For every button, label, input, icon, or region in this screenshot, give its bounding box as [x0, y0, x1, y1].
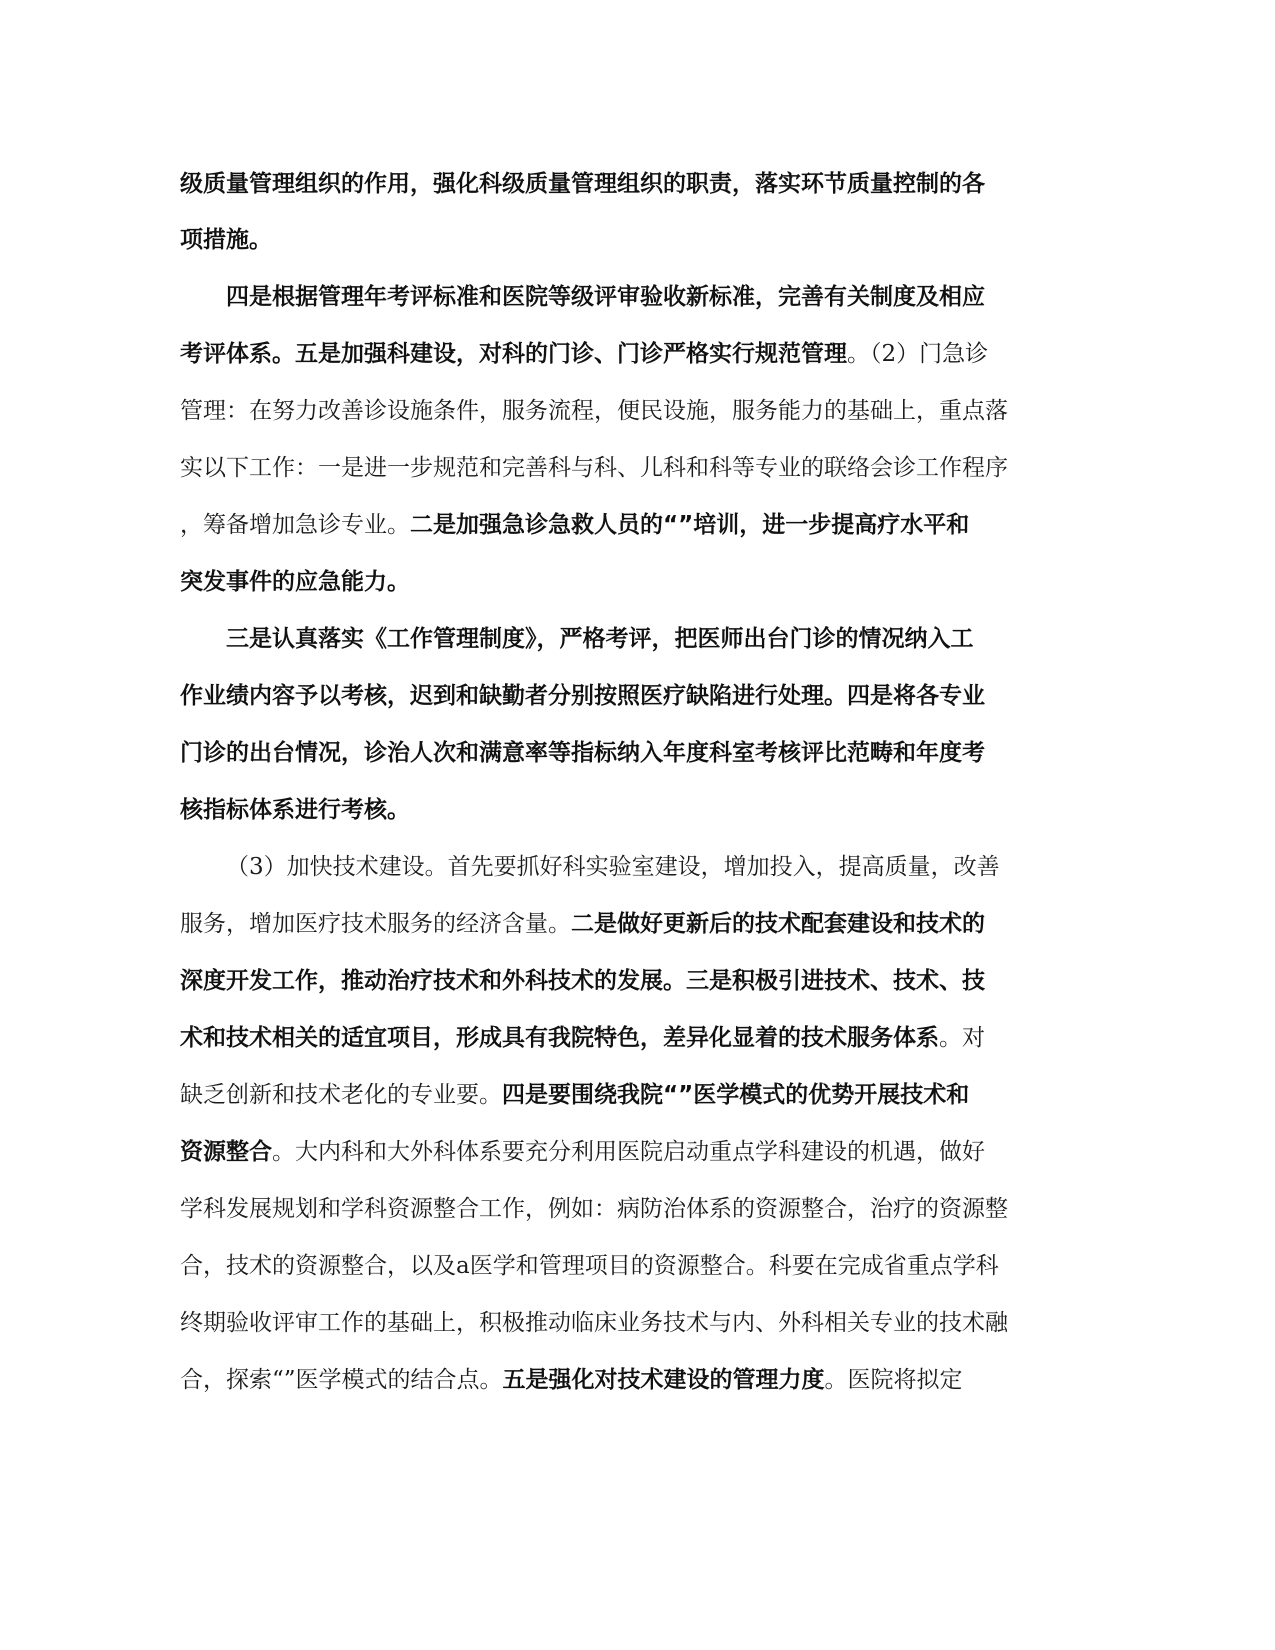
text-line — [180, 334, 1050, 374]
text-line — [180, 220, 1050, 260]
text-line — [180, 164, 1050, 204]
text-line — [180, 676, 1050, 716]
text-line — [180, 391, 1050, 431]
normal-text: 终期验收评审工作的基础上，积极推动临床业务技术与内、外科相关专业的技术融 — [180, 1310, 1008, 1336]
text-line — [180, 733, 1050, 773]
text-line — [226, 619, 1096, 659]
text-line — [180, 1360, 1050, 1400]
text-line — [180, 562, 1050, 602]
normal-text: 缺乏创新和技术老化的专业要。 — [180, 1082, 502, 1108]
bold-text: 考评体系。五是加强科建设，对科的门诊、门诊严格实行规范管理 — [180, 341, 847, 367]
bold-text: 突发事件的应急能力。 — [180, 569, 410, 595]
text-line — [180, 505, 1050, 545]
bold-text: 资源整合 — [180, 1139, 272, 1165]
normal-text: （3）加快技术建设。首先要抓好科实验室建设，增加投入，提高质量，改善 — [226, 854, 1000, 880]
bold-text: 作业绩内容予以考核，迟到和缺勤者分别按照医疗缺陷进行处理。四是将各专业 — [180, 683, 985, 709]
bold-text: 术和技术相关的适宜项目，形成具有我院特色，差异化显着的技术服务体系 — [180, 1025, 939, 1051]
bold-text: 三是认真落实《工作管理制度》，严格考评，把医师出台门诊的情况纳入工 — [226, 626, 974, 652]
bold-text: 二是加强急诊急救人员的“”培训，进一步提高疗水平和 — [410, 512, 970, 538]
text-line — [180, 961, 1050, 1001]
bold-text: 四是根据管理年考评标准和医院等级评审验收新标准，完善有关制度及相应 — [226, 284, 985, 310]
text-line — [226, 847, 1096, 887]
text-line — [180, 904, 1050, 944]
normal-text: 管理：在努力改善诊设施条件，服务流程，便民设施，服务能力的基础上，重点落 — [180, 398, 1008, 424]
bold-text: 核指标体系进行考核。 — [180, 797, 410, 823]
text-line — [180, 1303, 1050, 1343]
text-line — [180, 1018, 1050, 1058]
text-line — [180, 790, 1050, 830]
text-line — [180, 1246, 1050, 1286]
bold-text: 级质量管理组织的作用，强化科级质量管理组织的职责，落实环节质量控制的各 — [180, 171, 985, 197]
normal-text: 。（2）门急诊 — [847, 341, 989, 367]
bold-text: 二是做好更新后的技术配套建设和技术的 — [571, 911, 985, 937]
bold-text: 门诊的出台情况，诊治人次和满意率等指标纳入年度科室考核评比范畴和年度考 — [180, 740, 985, 766]
text-line — [180, 1132, 1050, 1172]
text-line — [180, 1075, 1050, 1115]
text-line — [180, 448, 1050, 488]
normal-text: 服务，增加医疗技术服务的经济含量。 — [180, 911, 571, 937]
text-line — [226, 277, 1096, 317]
normal-text: 实以下工作：一是进一步规范和完善科与科、儿科和科等专业的联络会诊工作程序 — [180, 455, 1008, 481]
bold-text: 四是要围绕我院“”医学模式的优势开展技术和 — [502, 1082, 970, 1108]
bold-text: 项措施。 — [180, 227, 272, 253]
normal-text: 。大内科和大外科体系要充分利用医院启动重点学科建设的机遇，做好 — [272, 1139, 985, 1165]
normal-text: 。对 — [939, 1025, 985, 1051]
normal-text: 合，探索“”医学模式的结合点。 — [180, 1367, 503, 1393]
bold-text: 深度开发工作，推动治疗技术和外科技术的发展。三是积极引进技术、技术、技 — [180, 968, 985, 994]
text-line — [180, 1189, 1050, 1229]
normal-text: 合，技术的资源整合，以及a医学和管理项目的资源整合。科要在完成省重点学科 — [180, 1253, 999, 1279]
normal-text: 。医院将拟定 — [824, 1367, 963, 1393]
normal-text: 学科发展规划和学科资源整合工作，例如：病防治体系的资源整合，治疗的资源整 — [180, 1196, 1008, 1222]
bold-text: 五是强化对技术建设的管理力度 — [502, 1367, 825, 1393]
normal-text: ，筹备增加急诊专业。 — [180, 512, 410, 538]
